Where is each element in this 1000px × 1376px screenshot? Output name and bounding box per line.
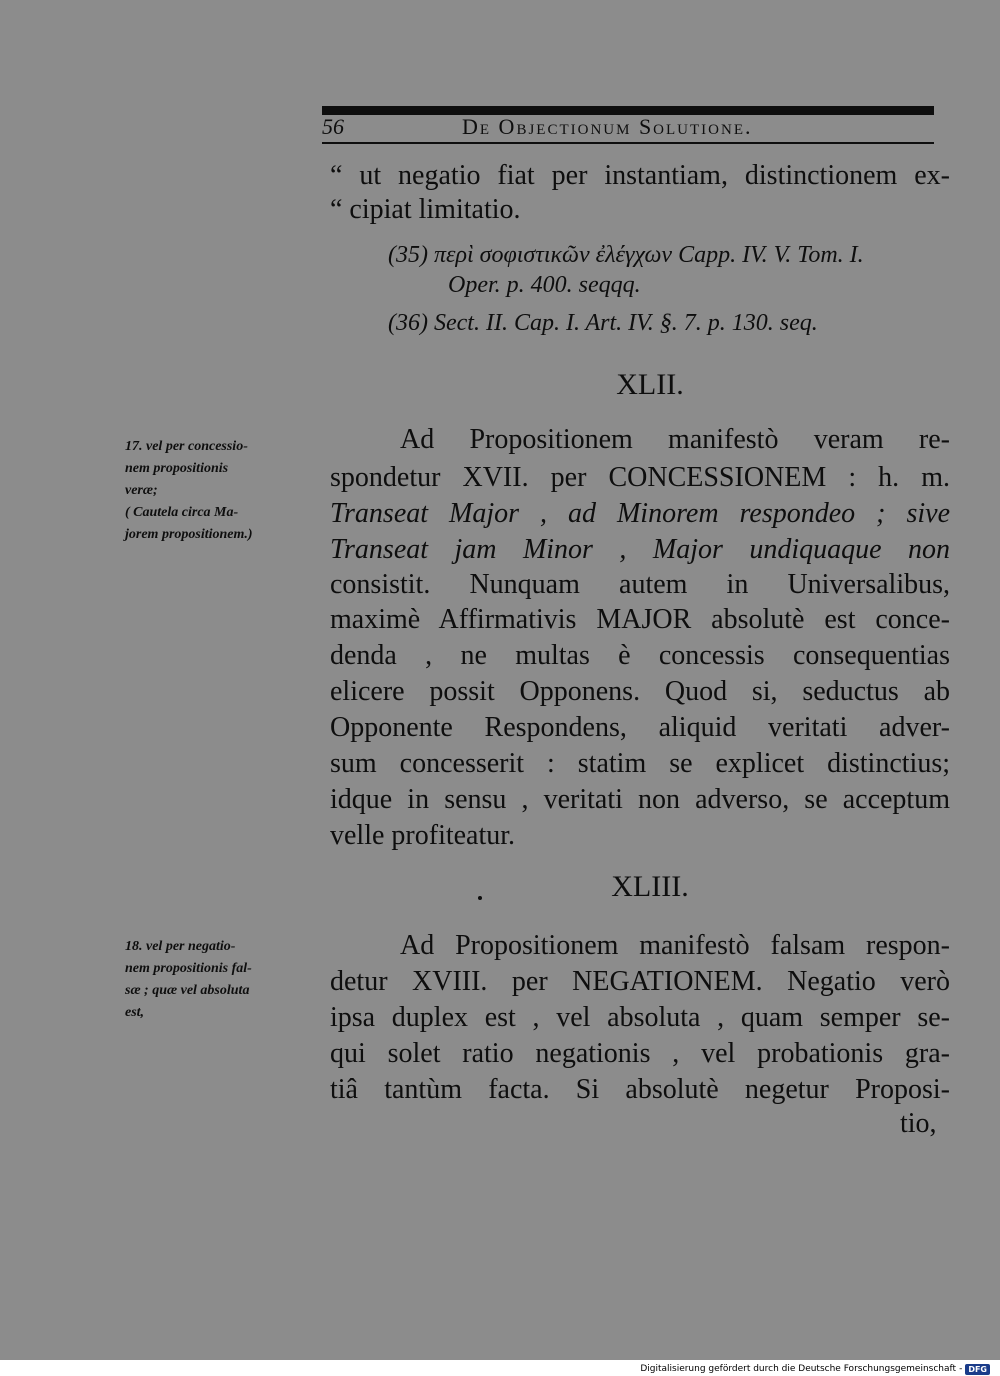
marginal-note-line: nem propositionis fal- <box>125 961 252 976</box>
paragraph-line: denda , ne multas è concessis consequentias <box>330 640 950 671</box>
marginal-note-line: ( Cautela circa Ma- <box>125 505 239 520</box>
running-title: De Objectionum Solutione. <box>462 114 753 139</box>
digitization-footer <box>640 1362 990 1376</box>
page-number: 56 <box>322 114 344 139</box>
paragraph-line: qui solet ratio negationis , vel probationis gra- <box>330 1038 950 1069</box>
footnote-35: (35) περὶ σοφιστικῶν ἐλέγχων Capp. IV. V. Tom. I. <box>388 242 864 268</box>
marginal-note-line: nem propositionis <box>125 461 229 476</box>
marginal-note-line: sæ ; quæ vel absoluta <box>125 983 250 998</box>
paragraph-line: maximè Affirmativis MAJOR absolutè est conce- <box>330 604 950 635</box>
continuation-line: “ ut negatio fiat per instantiam, distinctionem ex- <box>330 160 950 191</box>
marginal-note-line: 18. vel per negatio- <box>125 939 236 954</box>
marginal-note-17 <box>125 436 320 546</box>
paragraph-line: spondetur XVII. per CONCESSIONEM : h. m. <box>330 462 950 493</box>
stray-dot <box>478 896 482 900</box>
paragraph-line: sum concesserit : statim se explicet distinctius; <box>330 748 950 779</box>
marginal-note-line: jorem propositionem.) <box>125 527 253 542</box>
continuation-line: “ cipiat limitatio. <box>330 194 521 225</box>
paragraph-line: Opponente Respondens, aliquid veritati adver- <box>330 712 950 743</box>
dfg-logo-icon: DFG <box>965 1364 990 1375</box>
footnote-35-cont: Oper. p. 400. seqqq. <box>448 272 641 298</box>
paragraph-line: idque in sensu , veritati non adverso, se acceptum <box>330 784 950 815</box>
paragraph-line: consistit. Nunquam autem in Universalibus, <box>330 569 950 600</box>
paragraph-line: Ad Propositionem manifestò veram re- <box>400 424 950 455</box>
section-heading-xlii: XLII. <box>616 368 684 401</box>
paragraph-line: tiâ tantùm facta. Si absolutè negetur Proposi- <box>330 1074 950 1105</box>
paragraph-line: velle profiteatur. <box>330 820 516 851</box>
paragraph-line: ipsa duplex est , vel absoluta , quam semper se- <box>330 1002 950 1033</box>
marginal-note-18 <box>125 936 320 1024</box>
paragraph-line: elicere possit Opponens. Quod si, seductus ab <box>330 676 950 707</box>
footer-text: Digitalisierung gefördert durch die Deutsche Forschungsgemeinschaft <box>640 1364 957 1374</box>
paragraph-line: tio, <box>900 1108 937 1139</box>
running-header <box>322 114 934 144</box>
paragraph-line: detur XVIII. per NEGATIONEM. Negatio verò <box>330 966 950 997</box>
marginal-note-line: veræ; <box>125 483 158 498</box>
paragraph-line: Transeat jam Minor , Major undiquaque non <box>330 534 950 565</box>
header-rule-thin <box>322 142 934 144</box>
paragraph-line: Ad Propositionem manifestò falsam respon- <box>400 930 950 961</box>
footer-separator: - <box>959 1364 963 1374</box>
marginal-note-line: est, <box>125 1005 145 1020</box>
paragraph-line: Transeat Major , ad Minorem respondeo ; sive <box>330 498 950 529</box>
footnote-36: (36) Sect. II. Cap. I. Art. IV. §. 7. p. 130. seq. <box>388 310 818 336</box>
section-heading-xliii: XLIII. <box>611 870 689 903</box>
marginal-note-line: 17. vel per concessio- <box>125 439 248 454</box>
